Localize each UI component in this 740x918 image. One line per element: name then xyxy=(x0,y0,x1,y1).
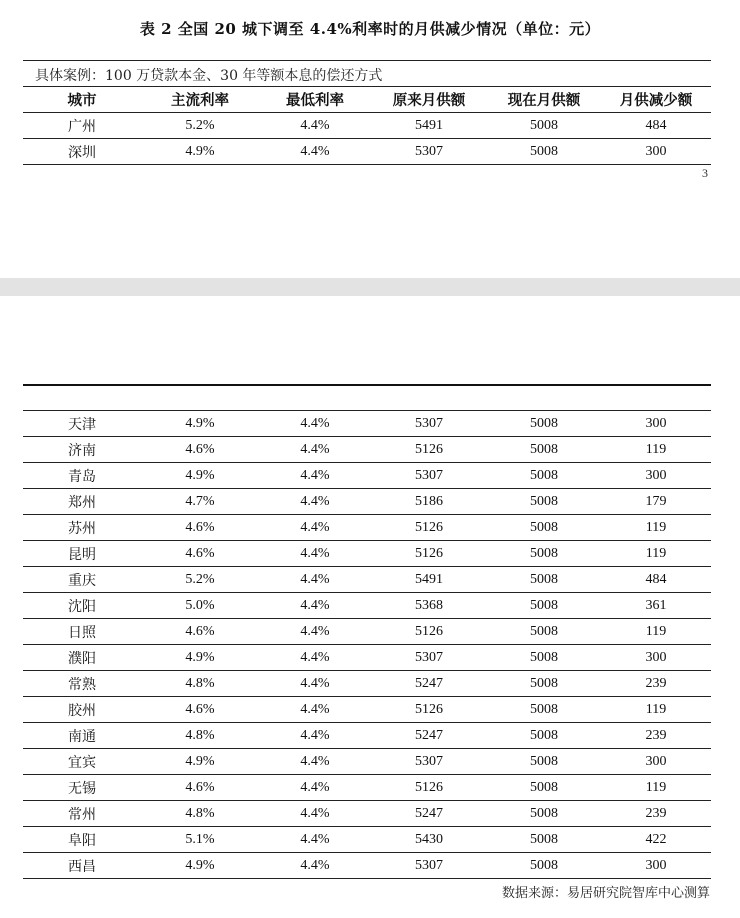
cell-main-rate: 5.2% xyxy=(185,117,215,133)
cell-city: 沈阳 xyxy=(68,598,96,615)
cell-current-payment: 5008 xyxy=(530,675,558,691)
cell-lowest-rate: 4.4% xyxy=(300,143,330,159)
cell-main-rate: 4.6% xyxy=(185,519,215,535)
table-row xyxy=(23,671,711,697)
cell-original-payment: 5247 xyxy=(415,727,443,743)
cell-current-payment: 5008 xyxy=(530,571,558,587)
cell-main-rate: 5.0% xyxy=(185,597,215,613)
cell-current-payment: 5008 xyxy=(530,727,558,743)
cell-current-payment: 5008 xyxy=(530,649,558,665)
cell-original-payment: 5307 xyxy=(415,753,443,769)
cell-city: 南通 xyxy=(68,728,96,745)
cell-payment-reduction: 179 xyxy=(645,493,667,509)
cell-lowest-rate: 4.4% xyxy=(300,441,330,457)
table-row xyxy=(23,515,711,541)
cell-city: 无锡 xyxy=(68,780,96,797)
cell-lowest-rate: 4.4% xyxy=(300,857,330,873)
table-row xyxy=(23,619,711,645)
table-row xyxy=(23,853,711,879)
cell-original-payment: 5126 xyxy=(415,545,443,561)
table-row xyxy=(23,437,711,463)
cell-current-payment: 5008 xyxy=(530,753,558,769)
cell-current-payment: 5008 xyxy=(530,623,558,639)
cell-payment-reduction: 422 xyxy=(645,831,667,847)
cell-original-payment: 5126 xyxy=(415,623,443,639)
cell-payment-reduction: 484 xyxy=(645,117,667,133)
cell-payment-reduction: 119 xyxy=(645,779,667,795)
cell-payment-reduction: 119 xyxy=(645,623,667,639)
cell-city: 广州 xyxy=(68,118,96,135)
table-row xyxy=(23,697,711,723)
cell-main-rate: 4.6% xyxy=(185,545,215,561)
cell-current-payment: 5008 xyxy=(530,857,558,873)
cell-payment-reduction: 239 xyxy=(645,675,667,691)
cell-city: 阜阳 xyxy=(68,832,96,849)
cell-current-payment: 5008 xyxy=(530,831,558,847)
cell-original-payment: 5247 xyxy=(415,675,443,691)
cell-payment-reduction: 119 xyxy=(645,519,667,535)
table-row xyxy=(23,827,711,853)
mortgage-table-top xyxy=(23,86,711,165)
header-main-rate: 主流利率 xyxy=(171,92,229,109)
cell-original-payment: 5307 xyxy=(415,415,443,431)
cell-city: 重庆 xyxy=(68,572,96,589)
cell-lowest-rate: 4.4% xyxy=(300,805,330,821)
cell-lowest-rate: 4.4% xyxy=(300,597,330,613)
cell-original-payment: 5247 xyxy=(415,805,443,821)
table-row xyxy=(23,489,711,515)
page-number: 3 xyxy=(702,166,708,180)
cell-payment-reduction: 300 xyxy=(645,753,667,769)
cell-original-payment: 5186 xyxy=(415,493,443,509)
cell-city: 郑州 xyxy=(68,494,96,511)
cell-city: 常州 xyxy=(68,806,96,823)
table-title: 表 2 全国 20 城下调至 4.4%利率时的月供减少情况（单位：元） xyxy=(139,20,601,38)
cell-current-payment: 5008 xyxy=(530,597,558,613)
cell-lowest-rate: 4.4% xyxy=(300,467,330,483)
cell-original-payment: 5491 xyxy=(415,117,443,133)
cell-original-payment: 5126 xyxy=(415,701,443,717)
cell-city: 西昌 xyxy=(68,858,96,875)
cell-lowest-rate: 4.4% xyxy=(300,649,330,665)
header-original-payment: 原来月供额 xyxy=(392,92,466,109)
cell-main-rate: 4.9% xyxy=(185,753,215,769)
cell-current-payment: 5008 xyxy=(530,545,558,561)
table-row xyxy=(23,541,711,567)
cell-city: 濮阳 xyxy=(68,650,96,667)
cell-lowest-rate: 4.4% xyxy=(300,415,330,431)
cell-current-payment: 5008 xyxy=(530,779,558,795)
cell-main-rate: 4.6% xyxy=(185,701,215,717)
cell-current-payment: 5008 xyxy=(530,805,558,821)
cell-original-payment: 5126 xyxy=(415,441,443,457)
cell-original-payment: 5430 xyxy=(415,831,443,847)
cell-payment-reduction: 300 xyxy=(645,415,667,431)
case-note-row xyxy=(23,60,711,87)
cell-payment-reduction: 119 xyxy=(645,701,667,717)
cell-original-payment: 5307 xyxy=(415,467,443,483)
case-note: 具体案例：100 万贷款本金、30 年等额本息的偿还方式 xyxy=(35,68,383,84)
cell-lowest-rate: 4.4% xyxy=(300,493,330,509)
table-row xyxy=(23,801,711,827)
cell-main-rate: 4.8% xyxy=(185,805,215,821)
cell-current-payment: 5008 xyxy=(530,415,558,431)
cell-original-payment: 5307 xyxy=(415,857,443,873)
table-header-row xyxy=(23,87,711,113)
cell-main-rate: 5.2% xyxy=(185,571,215,587)
cell-main-rate: 4.9% xyxy=(185,467,215,483)
cell-original-payment: 5307 xyxy=(415,143,443,159)
header-city: 城市 xyxy=(67,92,97,109)
cell-main-rate: 4.9% xyxy=(185,415,215,431)
cell-main-rate: 4.6% xyxy=(185,441,215,457)
cell-payment-reduction: 361 xyxy=(645,597,667,613)
cell-current-payment: 5008 xyxy=(530,441,558,457)
cell-main-rate: 4.7% xyxy=(185,493,215,509)
cell-payment-reduction: 484 xyxy=(645,571,667,587)
cell-current-payment: 5008 xyxy=(530,143,558,159)
cell-payment-reduction: 119 xyxy=(645,545,667,561)
cell-original-payment: 5307 xyxy=(415,649,443,665)
cell-city: 天津 xyxy=(68,416,96,433)
cell-current-payment: 5008 xyxy=(530,117,558,133)
cell-city: 胶州 xyxy=(68,702,96,719)
table-continuation-rule xyxy=(23,384,711,386)
cell-city: 苏州 xyxy=(68,520,96,537)
cell-current-payment: 5008 xyxy=(530,467,558,483)
mortgage-table-continued xyxy=(23,410,711,879)
cell-lowest-rate: 4.4% xyxy=(300,779,330,795)
cell-lowest-rate: 4.4% xyxy=(300,753,330,769)
cell-payment-reduction: 239 xyxy=(645,727,667,743)
cell-main-rate: 4.6% xyxy=(185,623,215,639)
cell-payment-reduction: 300 xyxy=(645,143,667,159)
cell-current-payment: 5008 xyxy=(530,493,558,509)
cell-city: 常熟 xyxy=(68,676,96,693)
cell-payment-reduction: 300 xyxy=(645,857,667,873)
cell-original-payment: 5126 xyxy=(415,779,443,795)
cell-lowest-rate: 4.4% xyxy=(300,675,330,691)
table-row xyxy=(23,723,711,749)
cell-main-rate: 4.9% xyxy=(185,857,215,873)
cell-main-rate: 4.9% xyxy=(185,143,215,159)
header-payment-reduction: 月供减少额 xyxy=(619,92,693,109)
cell-main-rate: 4.6% xyxy=(185,779,215,795)
cell-main-rate: 4.9% xyxy=(185,649,215,665)
cell-lowest-rate: 4.4% xyxy=(300,571,330,587)
cell-payment-reduction: 119 xyxy=(645,441,667,457)
cell-city: 深圳 xyxy=(68,144,96,161)
cell-city: 日照 xyxy=(68,624,96,641)
table-row xyxy=(23,567,711,593)
cell-main-rate: 5.1% xyxy=(185,831,215,847)
table-row xyxy=(23,593,711,619)
cell-lowest-rate: 4.4% xyxy=(300,519,330,535)
page-break-gap xyxy=(0,278,740,296)
cell-lowest-rate: 4.4% xyxy=(300,701,330,717)
cell-original-payment: 5368 xyxy=(415,597,443,613)
data-source-note: 数据来源：易居研究院智库中心测算 xyxy=(501,886,710,901)
cell-lowest-rate: 4.4% xyxy=(300,545,330,561)
table-row xyxy=(23,645,711,671)
cell-main-rate: 4.8% xyxy=(185,727,215,743)
table-row xyxy=(23,749,711,775)
cell-current-payment: 5008 xyxy=(530,701,558,717)
cell-lowest-rate: 4.4% xyxy=(300,831,330,847)
table-row xyxy=(23,139,711,165)
header-current-payment: 现在月供额 xyxy=(507,92,581,109)
cell-payment-reduction: 239 xyxy=(645,805,667,821)
cell-city: 青岛 xyxy=(68,468,96,485)
cell-original-payment: 5126 xyxy=(415,519,443,535)
cell-city: 宜宾 xyxy=(68,754,96,771)
cell-payment-reduction: 300 xyxy=(645,649,667,665)
cell-city: 济南 xyxy=(68,442,96,459)
cell-main-rate: 4.8% xyxy=(185,675,215,691)
table-row xyxy=(23,463,711,489)
table-row xyxy=(23,411,711,437)
cell-lowest-rate: 4.4% xyxy=(300,623,330,639)
cell-lowest-rate: 4.4% xyxy=(300,117,330,133)
cell-current-payment: 5008 xyxy=(530,519,558,535)
table-row xyxy=(23,113,711,139)
table-row xyxy=(23,775,711,801)
cell-original-payment: 5491 xyxy=(415,571,443,587)
cell-lowest-rate: 4.4% xyxy=(300,727,330,743)
cell-city: 昆明 xyxy=(68,546,96,563)
cell-payment-reduction: 300 xyxy=(645,467,667,483)
header-lowest-rate: 最低利率 xyxy=(286,92,344,109)
